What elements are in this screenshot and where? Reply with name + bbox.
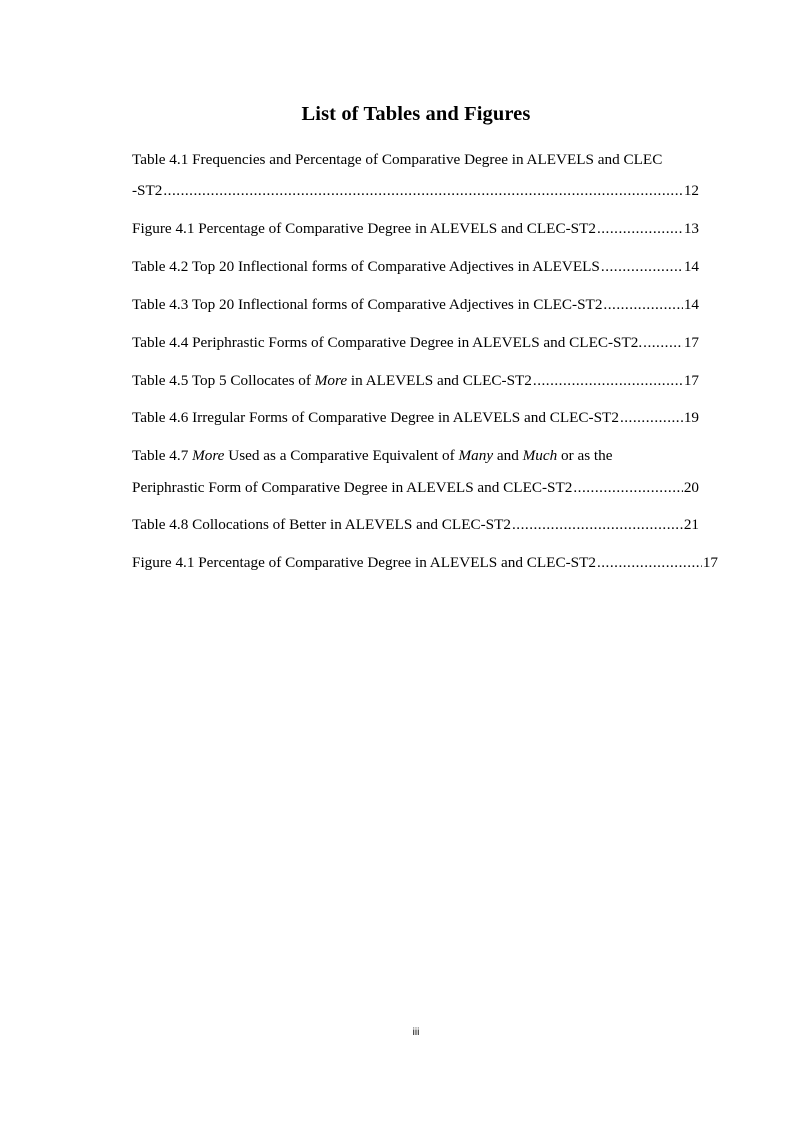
toc-entry-text: Periphrastic Form of Comparative Degree in ALEVELS and CLEC-ST2 bbox=[132, 479, 573, 496]
toc-entry-text: Table 4.8 Collocations of Better in ALEVELS and CLEC-ST2 bbox=[132, 516, 511, 533]
toc-entry-table-4-5[interactable] bbox=[132, 371, 699, 390]
toc-entry-text: Table 4.3 Top 20 Inflectional forms of Comparative Adjectives in CLEC-ST2 bbox=[132, 296, 603, 313]
toc-dot-leader bbox=[620, 408, 683, 427]
toc-page-number: 14 bbox=[683, 296, 699, 313]
toc-page-number: 17 bbox=[702, 554, 718, 571]
toc-text-italic: More bbox=[314, 372, 348, 389]
toc-dot-leader bbox=[512, 515, 683, 534]
toc-text-part: Table 4.5 Top 5 Collocates of bbox=[132, 372, 315, 389]
toc-dot-leader bbox=[163, 181, 682, 200]
toc-entry-figure-4-1-duplicate[interactable] bbox=[132, 553, 718, 572]
toc-entry-text: Table 4.6 Irregular Forms of Comparative Degree in ALEVELS and CLEC-ST2 bbox=[132, 409, 619, 426]
toc-dot-leader bbox=[601, 257, 683, 276]
footer-page-number: iii bbox=[412, 1027, 420, 1038]
toc-entry-text: Table 4.2 Top 20 Inflectional forms of Comparative Adjectives in ALEVELS bbox=[132, 258, 600, 275]
toc-dot-leader bbox=[573, 478, 682, 497]
toc-dot-leader bbox=[597, 219, 683, 238]
toc-entry-figure-4-1[interactable] bbox=[132, 219, 699, 238]
toc-entry-table-4-7[interactable] bbox=[132, 446, 699, 465]
toc-entry-text: Table 4.1 Frequencies and Percentage of Comparative Degree in ALEVELS and CLEC bbox=[132, 151, 663, 168]
toc-text-part: Used as a Comparative Equivalent of bbox=[224, 447, 459, 464]
toc-page-number: 12 bbox=[683, 182, 699, 199]
toc-page-number: 13 bbox=[683, 220, 699, 237]
toc-dot-leader bbox=[533, 371, 683, 390]
toc-dot-leader bbox=[597, 553, 702, 572]
toc-entry-table-4-4[interactable] bbox=[132, 333, 699, 352]
toc-entry-table-4-1[interactable] bbox=[132, 150, 699, 169]
toc-page-number: 17 bbox=[683, 372, 699, 389]
toc-entry-text: Figure 4.1 Percentage of Comparative Degree in ALEVELS and CLEC-ST2 bbox=[132, 220, 596, 237]
toc-page-number: 17 bbox=[683, 334, 699, 351]
toc-text-italic: More bbox=[192, 447, 225, 464]
toc-text-part: and bbox=[493, 447, 523, 464]
toc-text-italic: Much bbox=[522, 447, 558, 464]
toc-entry-text: Table 4.4 Periphrastic Forms of Comparative Degree in ALEVELS and CLEC-ST2. bbox=[132, 334, 643, 351]
toc-entry-table-4-6[interactable] bbox=[132, 408, 699, 427]
toc-entry-table-4-3[interactable] bbox=[132, 295, 699, 314]
toc-entry-table-4-2[interactable] bbox=[132, 257, 699, 276]
toc-text-part: or as the bbox=[557, 447, 613, 464]
toc-page-number: 20 bbox=[683, 479, 699, 496]
toc-page-number: 14 bbox=[683, 258, 699, 275]
toc-page-number: 21 bbox=[683, 516, 699, 533]
toc-page-number: 19 bbox=[683, 409, 699, 426]
toc-entry-table-4-1-continued[interactable] bbox=[132, 181, 699, 200]
toc-entry-text bbox=[132, 371, 532, 390]
page-title: List of Tables and Figures bbox=[301, 103, 531, 125]
toc-entry-table-4-7-continued[interactable] bbox=[132, 478, 699, 497]
toc-entry-text: -ST2 bbox=[132, 182, 163, 199]
toc-text-italic: Many bbox=[458, 447, 494, 464]
toc-text-part: in ALEVELS and CLEC-ST2 bbox=[347, 372, 532, 389]
toc-entry-table-4-8[interactable] bbox=[132, 515, 699, 534]
toc-text-part: Table 4.7 bbox=[132, 447, 193, 464]
toc-dot-leader bbox=[643, 333, 683, 352]
toc-dot-leader bbox=[603, 295, 682, 314]
toc-entry-text: Figure 4.1 Percentage of Comparative Degree in ALEVELS and CLEC-ST2 bbox=[132, 554, 596, 571]
